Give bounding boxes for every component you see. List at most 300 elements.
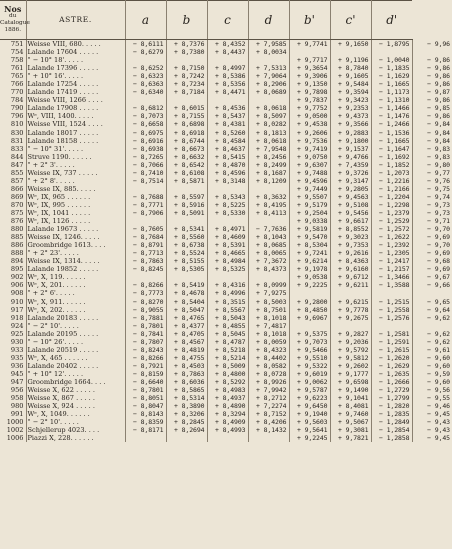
col-c-prime-value: + 9,2602 xyxy=(330,362,371,370)
col-d-prime-value: − 1,2835 xyxy=(371,410,412,418)
col-c-value: + 8,5343 xyxy=(207,193,248,201)
col-d-value: + 8,0059 xyxy=(248,338,289,346)
col-d-prime-value: − 1,2166 xyxy=(371,185,412,193)
col-b-value xyxy=(166,96,207,104)
col-b-value: + 8,3206 xyxy=(166,410,207,418)
col-d-prime-value: − 1,2820 xyxy=(371,402,412,410)
col-b-value: + 8,4819 xyxy=(166,346,207,354)
col-d-prime-value: − 1,1476 xyxy=(371,112,412,120)
table-row xyxy=(0,273,452,281)
table-row xyxy=(0,418,452,426)
col-a-value: − 8,7713 xyxy=(125,249,166,257)
col-a-value: − 8,6640 xyxy=(125,378,166,386)
col-d-value: + 8,4402 xyxy=(248,354,289,362)
col-c-value: + 8,4437 xyxy=(207,48,248,56)
catalogue-number: 810 xyxy=(0,120,26,128)
table-row xyxy=(0,434,452,442)
col-c-prime-value: + 8,8552 xyxy=(330,225,371,233)
catalogue-number: 875 xyxy=(0,209,26,217)
catalogue-number-header xyxy=(0,1,30,40)
col-d-value: + 7,3672 xyxy=(248,257,289,265)
star-name: " + 2° 6'. . . . . xyxy=(26,289,125,297)
table-body xyxy=(0,40,452,443)
col-a-value: − 8,7863 xyxy=(125,257,166,265)
col-extra-value: − 9,61 xyxy=(427,345,450,354)
col-b-prime-value: + 9,6223 xyxy=(289,394,330,402)
catalogue-number: 980 xyxy=(0,402,26,410)
col-b-prime-value: + 9,2245 xyxy=(289,434,330,442)
col-b-value: + 8,5404 xyxy=(166,298,207,306)
col-d-prime-value: − 1,2635 xyxy=(371,370,412,378)
col-extra-value: − 9,84 xyxy=(427,136,450,145)
col-extra-value: − 9,76 xyxy=(427,176,450,185)
col-c-value: + 8,5330 xyxy=(207,209,248,217)
col-b-value: + 8,3890 xyxy=(166,402,207,410)
col-a-value xyxy=(125,217,166,225)
col-d-prime-value: − 1,2417 xyxy=(371,257,412,265)
col-c-value: + 8,5292 xyxy=(207,378,248,386)
star-name: Lalande 20519 . . . . . xyxy=(26,346,125,354)
col-c-value: + 8,4352 xyxy=(207,40,248,49)
col-b-value: + 8,6036 xyxy=(166,378,207,386)
col-a-value: − 8,7265 xyxy=(125,153,166,161)
star-name: Lalande 17908 . . . . . xyxy=(26,104,125,112)
col-d-value: + 8,1209 xyxy=(248,177,289,185)
table-row xyxy=(0,394,452,402)
col-c-prime-value: + 9,3566 xyxy=(330,120,371,128)
catalogue-number: 924 xyxy=(0,322,26,330)
col-c-value xyxy=(207,273,248,281)
table-row xyxy=(0,386,452,394)
table-row xyxy=(0,338,452,346)
col-extra-value: − 9,59 xyxy=(427,369,450,378)
col-extra-value: − 9,66 xyxy=(427,281,450,290)
catalogue-number: 857 xyxy=(0,177,26,185)
col-d-prime-value: − 1,1835 xyxy=(371,64,412,72)
col-c-value: + 8,4855 xyxy=(207,322,248,330)
col-d-value xyxy=(248,56,289,64)
star-name: Groombridge 1613. . . . xyxy=(26,241,125,249)
col-d-value: + 8,1018 xyxy=(248,330,289,338)
star-name: Wᵉ, IX, 1126 . . . . . xyxy=(26,217,125,225)
col-b-value: + 8,5091 xyxy=(166,209,207,217)
catalogue-number: 947 xyxy=(0,378,26,386)
table-row xyxy=(0,64,452,72)
col-extra-value: − 9,62 xyxy=(427,313,450,322)
star-name: Lalande 20402 . . . . . xyxy=(26,362,125,370)
col-extra-value: − 9,80 xyxy=(427,160,450,169)
catalogue-number: 895 xyxy=(0,265,26,273)
col-d-value: + 8,0999 xyxy=(248,281,289,289)
col-b-value: + 8,5524 xyxy=(166,249,207,257)
col-b-value: + 8,7863 xyxy=(166,370,207,378)
star-name: Lalande 20183 . . . . . xyxy=(26,314,125,322)
col-b-prime-value: + 9,2504 xyxy=(289,209,330,217)
col-c-value xyxy=(207,56,248,64)
col-d-prime-value: − 1,2466 xyxy=(371,120,412,128)
col-a-value: − 8,8159 xyxy=(125,370,166,378)
table-row xyxy=(0,217,452,225)
star-name: " − 2° 10'. . . . . xyxy=(26,418,125,426)
catalogue-number: 765 xyxy=(0,72,26,80)
col-b-prime-value: + 9,5470 xyxy=(289,233,330,241)
col-extra-value: − 9,86 xyxy=(427,56,450,65)
col-b-prime-value: + 9,6214 xyxy=(289,257,330,265)
col-extra-value: − 9,46 xyxy=(427,402,450,411)
col-a-value: − 8,8266 xyxy=(125,281,166,289)
col-a-value: − 8,7801 xyxy=(125,322,166,330)
catalogue-number: 1000 xyxy=(0,418,26,426)
col-c-value: + 8,4800 xyxy=(207,370,248,378)
col-a-value xyxy=(125,185,166,193)
col-b-value: + 8,4567 xyxy=(166,338,207,346)
col-a-value: − 8,8791 xyxy=(125,241,166,249)
col-b-prime-value: + 9,5322 xyxy=(289,362,330,370)
table-row xyxy=(0,80,452,88)
col-d-prime-value: − 1,2615 xyxy=(371,346,412,354)
col-a-value: − 8,6323 xyxy=(125,72,166,80)
col-c-value: + 8,3148 xyxy=(207,177,248,185)
table-row xyxy=(0,378,452,386)
col-extra-value: − 9,83 xyxy=(427,144,450,153)
catalogue-number: 908 xyxy=(0,289,26,297)
table-row xyxy=(0,201,452,209)
col-extra-value: − 9,77 xyxy=(427,168,450,177)
col-b-prime-value: + 9,0538 xyxy=(289,273,330,281)
col-d-prime-value: − 1,2576 xyxy=(371,314,412,322)
col-b-prime-value: + 9,7717 xyxy=(289,56,330,64)
col-a-value: − 8,7605 xyxy=(125,225,166,233)
col-b-prime-value: + 8,4850 xyxy=(289,306,330,314)
star-name: Groombridge 1664. . . . xyxy=(26,378,125,386)
col-b-prime-value: + 9,5787 xyxy=(289,386,330,394)
col-c-value: + 8,4609 xyxy=(207,233,248,241)
col-d-value: + 8,0618 xyxy=(248,104,289,112)
col-b-value: + 8,6744 xyxy=(166,137,207,145)
col-b-value: + 8,5871 xyxy=(166,177,207,185)
col-d-prime-value: − 1,1665 xyxy=(371,137,412,145)
table-row xyxy=(0,185,452,193)
col-c-value: + 8,5009 xyxy=(207,362,248,370)
col-a-value: − 8,6252 xyxy=(125,64,166,72)
col-a-value: − 8,9055 xyxy=(125,306,166,314)
col-b-value xyxy=(166,434,207,442)
col-c-value xyxy=(207,434,248,442)
col-c-prime-value: + 9,2827 xyxy=(330,330,371,338)
star-name: " + 2° 23'. . . . . xyxy=(26,249,125,257)
col-a-value: − 8,7906 xyxy=(125,209,166,217)
col-d-value: + 8,5003 xyxy=(248,298,289,306)
col-a-value: − 8,6812 xyxy=(125,104,166,112)
col-c-prime-value xyxy=(330,322,371,330)
col-b-prime-value: + 9,1978 xyxy=(289,265,330,273)
col-extra-value: − 9,45 xyxy=(427,434,450,443)
catalogue-number: 958 xyxy=(0,394,26,402)
col-c-value: + 8,4665 xyxy=(207,249,248,257)
catalogue-number: 844 xyxy=(0,153,26,161)
catalogue-number: 830 xyxy=(0,129,26,137)
col-c-prime-value xyxy=(330,289,371,297)
col-b-value: + 8,4705 xyxy=(166,330,207,338)
catalogue-number: 1006 xyxy=(0,434,26,442)
col-b-prime-value xyxy=(289,48,330,56)
col-d-prime-value xyxy=(371,322,412,330)
col-d-prime-value: − 1,2216 xyxy=(371,177,412,185)
col-d-prime-value: − 1,1629 xyxy=(371,72,412,80)
col-c-prime-value: + 9,7778 xyxy=(330,306,371,314)
col-c-value: + 8,5325 xyxy=(207,265,248,273)
col-d-prime-value: − 1,1692 xyxy=(371,153,412,161)
col-b-prime-value: + 9,0500 xyxy=(289,112,330,120)
col-c-prime-value: + 8,4363 xyxy=(330,257,371,265)
astre-header: ASTRE. xyxy=(26,1,125,40)
col-c-prime-value: + 9,5792 xyxy=(330,346,371,354)
col-b-value: + 8,4678 xyxy=(166,289,207,297)
col-a-value: − 8,7921 xyxy=(125,362,166,370)
col-d-prime-value: − 1,2854 xyxy=(371,426,412,434)
col-d-prime-value: − 1,3466 xyxy=(371,273,412,281)
col-b-prime-value: + 9,0750 xyxy=(289,153,330,161)
col-a-value: − 8,7514 xyxy=(125,177,166,185)
col-b-value xyxy=(166,273,207,281)
col-d-prime-value: − 1,2515 xyxy=(371,298,412,306)
col-c-value: + 8,4584 xyxy=(207,137,248,145)
catalogue-number: 754 xyxy=(0,48,26,56)
col-c-prime-value: + 9,4563 xyxy=(330,193,371,201)
col-c-value: + 8,4983 xyxy=(207,386,248,394)
col-d-value: + 8,0582 xyxy=(248,362,289,370)
col-b-prime-value: + 9,7419 xyxy=(289,145,330,153)
col-d-value: + 8,7152 xyxy=(248,410,289,418)
col-extra-value: − 9,55 xyxy=(427,394,450,403)
col-b-value xyxy=(166,185,207,193)
table-row xyxy=(0,88,452,96)
col-b-value: + 8,7234 xyxy=(166,80,207,88)
col-b-value: + 8,5341 xyxy=(166,225,207,233)
col-d-value: + 8,4113 xyxy=(248,209,289,217)
table-row xyxy=(0,72,452,80)
col-d-prime-value: − 1,2849 xyxy=(371,418,412,426)
table-row xyxy=(0,96,452,104)
no-label: Nos xyxy=(4,4,22,14)
table-row xyxy=(0,137,452,145)
col-c-value: + 8,4316 xyxy=(207,281,248,289)
col-c-prime-value: + 9,1777 xyxy=(330,370,371,378)
star-name: " − 10° 18'. . . . . xyxy=(26,56,125,64)
star-name: Weisse VIII, 1266 . . . . xyxy=(26,96,125,104)
col-c-prime-value: + 9,7821 xyxy=(330,434,371,442)
star-name: " + 10° 12'. . . . . xyxy=(26,370,125,378)
table-row xyxy=(0,426,452,434)
col-b-prime-value xyxy=(289,289,330,297)
col-d-value: + 8,2906 xyxy=(248,80,289,88)
col-c-value: + 8,5260 xyxy=(207,129,248,137)
col-c-value: + 8,4536 xyxy=(207,104,248,112)
col-a-value: − 8,7684 xyxy=(125,233,166,241)
star-name: Lalande 20195 . . . . . xyxy=(26,330,125,338)
col-d-value: + 7,9585 xyxy=(248,40,289,49)
col-d-value: + 8,1018 xyxy=(248,314,289,322)
col-c-prime-value: + 9,1041 xyxy=(330,394,371,402)
col-c-value: + 8,4909 xyxy=(207,418,248,426)
col-a-value: − 8,6916 xyxy=(125,137,166,145)
col-c-value: + 8,5043 xyxy=(207,314,248,322)
col-d-prime-value: − 1,2591 xyxy=(371,338,412,346)
star-name: Wᵉ, X, 202. . . . . . xyxy=(26,306,125,314)
col-extra-value: − 9,43 xyxy=(427,426,450,435)
catalogue-number: 991 xyxy=(0,410,26,418)
star-name: Weisse X, 867 . . . . . xyxy=(26,394,125,402)
star-name: Lalande 19852 . . . . . xyxy=(26,265,125,273)
col-d-prime-value: − 1,1665 xyxy=(371,80,412,88)
star-name: Wᵉ, IX, 965 . . . . . . xyxy=(26,193,125,201)
col-d-value: + 7,4817 xyxy=(248,322,289,330)
col-b-value: + 8,6632 xyxy=(166,153,207,161)
col-extra-value: − 9,68 xyxy=(427,257,450,266)
col-d-prime-value: − 1,2858 xyxy=(371,434,412,442)
col-d-prime-value: − 1,2620 xyxy=(371,354,412,362)
catalogue-number: 869 xyxy=(0,193,26,201)
col-a-value: − 8,7073 xyxy=(125,112,166,120)
col-b-prime-value: + 9,2800 xyxy=(289,298,330,306)
col-b-value: + 8,5597 xyxy=(166,193,207,201)
catalogue-number: 758 xyxy=(0,56,26,64)
col-b-value: + 8,7376 xyxy=(166,40,207,49)
col-b-prime-value: + 9,5819 xyxy=(289,225,330,233)
col-d-value: + 8,0685 xyxy=(248,241,289,249)
col-c-value: + 8,5415 xyxy=(207,153,248,161)
col-extra-value xyxy=(412,289,452,297)
table-row xyxy=(0,177,452,185)
table-row xyxy=(0,298,452,306)
col-b-prime-value: + 9,3654 xyxy=(289,64,330,72)
col-extra-value xyxy=(412,48,452,56)
star-name: Lalande 17254 . . . . . xyxy=(26,80,125,88)
col-extra-value xyxy=(412,322,452,330)
table-row xyxy=(0,193,452,201)
col-extra-value: − 9,43 xyxy=(427,418,450,427)
catalogue-number: 917 xyxy=(0,306,26,314)
col-c-value: + 8,5391 xyxy=(207,241,248,249)
col-c-prime-value: + 9,3147 xyxy=(330,177,371,185)
table-row xyxy=(0,233,452,241)
star-name: Weisse IX, 1246. . . . . xyxy=(26,233,125,241)
col-b-prime-value: + 9,4538 xyxy=(289,120,330,128)
col-b-prime-value: + 9,6307 xyxy=(289,161,330,169)
star-name: Weisse X, 622 . . . . . xyxy=(26,386,125,394)
col-a-value: − 8,7771 xyxy=(125,201,166,209)
col-b-prime-value: + 9,5375 xyxy=(289,330,330,338)
col-c-prime-value: + 9,2353 xyxy=(330,104,371,112)
col-b-value: + 8,6898 xyxy=(166,120,207,128)
col-extra-value: − 9,70 xyxy=(427,241,450,250)
col-b-value: + 8,4377 xyxy=(166,322,207,330)
col-c-prime-value: + 8,7840 xyxy=(330,64,371,72)
col-extra-value: − 9,83 xyxy=(427,152,450,161)
table-row xyxy=(0,402,452,410)
col-d-prime-value: − 1,1310 xyxy=(371,96,412,104)
col-c-prime-value: + 9,2616 xyxy=(330,249,371,257)
col-c-prime-value: + 9,1196 xyxy=(330,56,371,64)
col-extra-value: − 9,86 xyxy=(427,80,450,89)
col-b-value: + 8,7242 xyxy=(166,72,207,80)
table-row xyxy=(0,209,452,217)
table-row xyxy=(0,225,452,233)
col-b-prime-value: + 9,5179 xyxy=(289,201,330,209)
col-c-prime-value: + 9,3423 xyxy=(330,96,371,104)
col-extra-value: − 9,60 xyxy=(427,361,450,370)
col-d-value: + 8,1687 xyxy=(248,169,289,177)
col-b-prime-value: + 9,4596 xyxy=(289,177,330,185)
star-name: Piazzi X, 228. . . . . . xyxy=(26,434,125,442)
col-c-value: + 8,4787 xyxy=(207,338,248,346)
col-d-prime-value: − 1,2799 xyxy=(371,394,412,402)
col-c-prime-value: + 9,6712 xyxy=(330,273,371,281)
col-b-prime-value: + 9,0338 xyxy=(289,217,330,225)
col-c-value: + 8,5356 xyxy=(207,80,248,88)
col-d-prime-value: − 1,2629 xyxy=(371,362,412,370)
col-d-value: + 8,0618 xyxy=(248,137,289,145)
star-name: Lalande 17396 . . . . . xyxy=(26,64,125,72)
star-name: Weisse IX, 737 . . . . . xyxy=(26,169,125,177)
col-extra-value: − 9,73 xyxy=(427,200,450,209)
col-c-value: + 8,3294 xyxy=(207,410,248,418)
col-extra-value: − 9,71 xyxy=(427,217,450,226)
catalogue-number: 956 xyxy=(0,386,26,394)
catalogue-number: 925 xyxy=(0,330,26,338)
col-extra-value: − 9,87 xyxy=(427,88,450,97)
col-d-value: + 7,9064 xyxy=(248,72,289,80)
col-c-prime-value: + 9,6215 xyxy=(330,298,371,306)
col-b-prime-value: + 9,7536 xyxy=(289,137,330,145)
star-name: Weisse VIII, 1524 . . . . xyxy=(26,120,125,128)
catalogue-number: 935 xyxy=(0,354,26,362)
col-d-value: + 7,9275 xyxy=(248,289,289,297)
col-c-prime-value: + 9,4766 xyxy=(330,153,371,161)
col-c-prime-value: + 9,6211 xyxy=(330,281,371,289)
col-b-value: + 8,5916 xyxy=(166,201,207,209)
col-c-value: + 8,4471 xyxy=(207,88,248,96)
catalogue-number: 880 xyxy=(0,225,26,233)
col-c-value: + 8,3515 xyxy=(207,298,248,306)
col-b-prime-value xyxy=(289,322,330,330)
col-b-value: + 8,5419 xyxy=(166,281,207,289)
table-row xyxy=(0,129,452,137)
col-c-prime-value: + 7,4359 xyxy=(330,161,371,169)
col-b-prime-value: + 9,7741 xyxy=(289,40,330,49)
catalogue-number: 751 xyxy=(0,40,26,49)
col-b-prime-value: + 8,5304 xyxy=(289,241,330,249)
col-d-prime-value xyxy=(371,289,412,297)
catalogue-number: 888 xyxy=(0,249,26,257)
col-b-value: + 8,5047 xyxy=(166,306,207,314)
col-d-prime-value: − 1,2298 xyxy=(371,201,412,209)
col-a-value: − 8,6279 xyxy=(125,48,166,56)
col-b-value: + 8,2694 xyxy=(166,426,207,434)
col-c-prime-value: + 9,6617 xyxy=(330,217,371,225)
catalogue-number: 761 xyxy=(0,64,26,72)
col-extra-value: − 9,69 xyxy=(427,249,450,258)
catalogue-number: 894 xyxy=(0,257,26,265)
col-c-prime-value: + 9,3081 xyxy=(330,426,371,434)
col-a-value xyxy=(125,56,166,64)
col-c-value xyxy=(207,217,248,225)
col-b-prime-value: + 9,3906 xyxy=(289,72,330,80)
col-d-value: + 8,4323 xyxy=(248,346,289,354)
col-d-prime-value: − 1,1647 xyxy=(371,145,412,153)
table-row xyxy=(0,112,452,120)
col-a-value: − 8,8359 xyxy=(125,418,166,426)
